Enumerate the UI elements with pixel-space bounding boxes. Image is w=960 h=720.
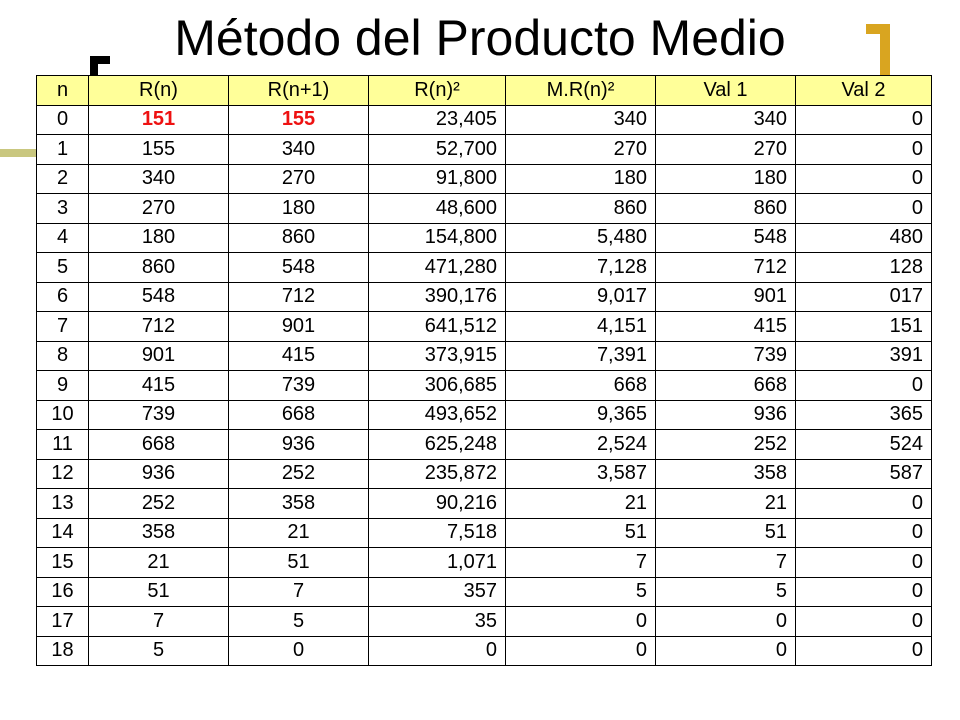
cell-val1: 739 — [656, 341, 796, 371]
cell-rn: 270 — [89, 194, 229, 224]
table-row — [37, 105, 932, 135]
cell-rn-squared: 7,518 — [369, 518, 506, 548]
cell-rn1: 5 — [229, 607, 369, 637]
cell-val2: 365 — [796, 400, 932, 430]
cell-val1: 5 — [656, 577, 796, 607]
cell-rn: 358 — [89, 518, 229, 548]
cell-rn1: 901 — [229, 312, 369, 342]
cell-n: 14 — [37, 518, 89, 548]
cell-rn1: 270 — [229, 164, 369, 194]
table-row — [37, 636, 932, 666]
cell-rn1: 668 — [229, 400, 369, 430]
cell-n: 17 — [37, 607, 89, 637]
cell-rn1: 0 — [229, 636, 369, 666]
cell-val2: 017 — [796, 282, 932, 312]
cell-middle-rn-squared: 5 — [506, 577, 656, 607]
cell-val2: 391 — [796, 341, 932, 371]
cell-rn1: 180 — [229, 194, 369, 224]
cell-n: 15 — [37, 548, 89, 578]
table-row — [37, 312, 932, 342]
cell-rn: 7 — [89, 607, 229, 637]
table-row — [37, 135, 932, 165]
cell-val1: 0 — [656, 636, 796, 666]
cell-rn1: 936 — [229, 430, 369, 460]
table-row — [37, 341, 932, 371]
cell-middle-rn-squared: 9,017 — [506, 282, 656, 312]
table-header-row — [37, 76, 932, 106]
table-body — [37, 105, 932, 666]
table-row — [37, 548, 932, 578]
cell-middle-rn-squared: 340 — [506, 105, 656, 135]
cell-val1: 860 — [656, 194, 796, 224]
cell-middle-rn-squared: 2,524 — [506, 430, 656, 460]
cell-middle-rn-squared: 0 — [506, 607, 656, 637]
cell-rn-squared: 52,700 — [369, 135, 506, 165]
cell-val2: 0 — [796, 371, 932, 401]
table-row — [37, 518, 932, 548]
cell-val2: 0 — [796, 548, 932, 578]
cell-n: 16 — [37, 577, 89, 607]
cell-rn-squared: 90,216 — [369, 489, 506, 519]
cell-middle-rn-squared: 9,365 — [506, 400, 656, 430]
cell-rn1: 548 — [229, 253, 369, 283]
cell-n: 8 — [37, 341, 89, 371]
table-row — [37, 489, 932, 519]
cell-rn1: 358 — [229, 489, 369, 519]
cell-rn: 21 — [89, 548, 229, 578]
cell-rn: 5 — [89, 636, 229, 666]
cell-rn-squared: 235,872 — [369, 459, 506, 489]
cell-val2: 0 — [796, 105, 932, 135]
cell-n: 5 — [37, 253, 89, 283]
cell-val1: 51 — [656, 518, 796, 548]
cell-middle-rn-squared: 860 — [506, 194, 656, 224]
cell-n: 7 — [37, 312, 89, 342]
cell-val1: 936 — [656, 400, 796, 430]
cell-rn: 415 — [89, 371, 229, 401]
cell-val1: 712 — [656, 253, 796, 283]
cell-val1: 7 — [656, 548, 796, 578]
cell-middle-rn-squared: 4,151 — [506, 312, 656, 342]
table-row — [37, 430, 932, 460]
table-row — [37, 164, 932, 194]
cell-val2: 128 — [796, 253, 932, 283]
cell-middle-rn-squared: 7 — [506, 548, 656, 578]
cell-rn: 51 — [89, 577, 229, 607]
cell-rn1: 51 — [229, 548, 369, 578]
header-n: n — [37, 76, 89, 106]
cell-n: 9 — [37, 371, 89, 401]
cell-middle-rn-squared: 668 — [506, 371, 656, 401]
results-table — [36, 75, 932, 666]
cell-n: 4 — [37, 223, 89, 253]
cell-rn-squared: 91,800 — [369, 164, 506, 194]
cell-middle-rn-squared: 270 — [506, 135, 656, 165]
cell-n: 12 — [37, 459, 89, 489]
table-row — [37, 253, 932, 283]
cell-val2: 0 — [796, 636, 932, 666]
cell-rn1: 712 — [229, 282, 369, 312]
cell-val2: 151 — [796, 312, 932, 342]
cell-n: 6 — [37, 282, 89, 312]
cell-rn1: 21 — [229, 518, 369, 548]
page-title: Método del Producto Medio — [174, 10, 786, 66]
cell-val2: 0 — [796, 518, 932, 548]
cell-n: 18 — [37, 636, 89, 666]
header-rn: R(n) — [89, 76, 229, 106]
cell-rn-squared: 390,176 — [369, 282, 506, 312]
cell-rn-squared: 641,512 — [369, 312, 506, 342]
cell-rn1: 7 — [229, 577, 369, 607]
cell-rn: 548 — [89, 282, 229, 312]
cell-val1: 0 — [656, 607, 796, 637]
cell-rn-squared: 23,405 — [369, 105, 506, 135]
cell-rn-squared: 1,071 — [369, 548, 506, 578]
table-row — [37, 371, 932, 401]
cell-val1: 358 — [656, 459, 796, 489]
cell-val1: 415 — [656, 312, 796, 342]
header-rn1: R(n+1) — [229, 76, 369, 106]
cell-middle-rn-squared: 51 — [506, 518, 656, 548]
cell-rn-squared: 0 — [369, 636, 506, 666]
cell-val2: 587 — [796, 459, 932, 489]
table-row — [37, 400, 932, 430]
cell-rn-squared: 154,800 — [369, 223, 506, 253]
cell-middle-rn-squared: 21 — [506, 489, 656, 519]
cell-val1: 901 — [656, 282, 796, 312]
cell-val1: 668 — [656, 371, 796, 401]
cell-rn: 739 — [89, 400, 229, 430]
cell-n: 0 — [37, 105, 89, 135]
header-val1: Val 1 — [656, 76, 796, 106]
cell-rn-squared: 357 — [369, 577, 506, 607]
cell-n: 2 — [37, 164, 89, 194]
header-val2: Val 2 — [796, 76, 932, 106]
side-accent-line — [0, 149, 36, 157]
cell-val1: 252 — [656, 430, 796, 460]
cell-middle-rn-squared: 7,391 — [506, 341, 656, 371]
cell-rn-squared: 493,652 — [369, 400, 506, 430]
cell-rn1: 340 — [229, 135, 369, 165]
table-row — [37, 577, 932, 607]
header-rn-squared: R(n)² — [369, 76, 506, 106]
cell-rn: 860 — [89, 253, 229, 283]
cell-rn1: 252 — [229, 459, 369, 489]
cell-val2: 0 — [796, 194, 932, 224]
cell-rn1: 739 — [229, 371, 369, 401]
cell-rn-squared: 306,685 — [369, 371, 506, 401]
table-row — [37, 223, 932, 253]
cell-val1: 548 — [656, 223, 796, 253]
cell-rn-squared: 373,915 — [369, 341, 506, 371]
table-row — [37, 194, 932, 224]
cell-middle-rn-squared: 5,480 — [506, 223, 656, 253]
table-row — [37, 459, 932, 489]
cell-rn: 151 — [89, 105, 229, 135]
cell-middle-rn-squared: 180 — [506, 164, 656, 194]
cell-rn: 155 — [89, 135, 229, 165]
table-row — [37, 607, 932, 637]
cell-rn1: 415 — [229, 341, 369, 371]
cell-val2: 0 — [796, 489, 932, 519]
cell-rn: 340 — [89, 164, 229, 194]
cell-middle-rn-squared: 3,587 — [506, 459, 656, 489]
cell-rn-squared: 35 — [369, 607, 506, 637]
header-middle-rn-squared: M.R(n)² — [506, 76, 656, 106]
cell-rn: 180 — [89, 223, 229, 253]
cell-val2: 0 — [796, 577, 932, 607]
cell-rn: 712 — [89, 312, 229, 342]
cell-rn: 668 — [89, 430, 229, 460]
cell-val1: 21 — [656, 489, 796, 519]
cell-n: 1 — [37, 135, 89, 165]
cell-middle-rn-squared: 7,128 — [506, 253, 656, 283]
cell-val2: 524 — [796, 430, 932, 460]
cell-n: 10 — [37, 400, 89, 430]
cell-n: 3 — [37, 194, 89, 224]
cell-middle-rn-squared: 0 — [506, 636, 656, 666]
cell-rn1: 155 — [229, 105, 369, 135]
cell-val2: 0 — [796, 607, 932, 637]
cell-rn: 252 — [89, 489, 229, 519]
cell-n: 11 — [37, 430, 89, 460]
cell-rn1: 860 — [229, 223, 369, 253]
cell-rn: 901 — [89, 341, 229, 371]
cell-val2: 0 — [796, 164, 932, 194]
cell-rn-squared: 48,600 — [369, 194, 506, 224]
cell-val2: 0 — [796, 135, 932, 165]
cell-rn-squared: 625,248 — [369, 430, 506, 460]
cell-val1: 340 — [656, 105, 796, 135]
cell-val2: 480 — [796, 223, 932, 253]
table-row — [37, 282, 932, 312]
cell-val1: 270 — [656, 135, 796, 165]
cell-val1: 180 — [656, 164, 796, 194]
cell-rn: 936 — [89, 459, 229, 489]
cell-rn-squared: 471,280 — [369, 253, 506, 283]
cell-n: 13 — [37, 489, 89, 519]
